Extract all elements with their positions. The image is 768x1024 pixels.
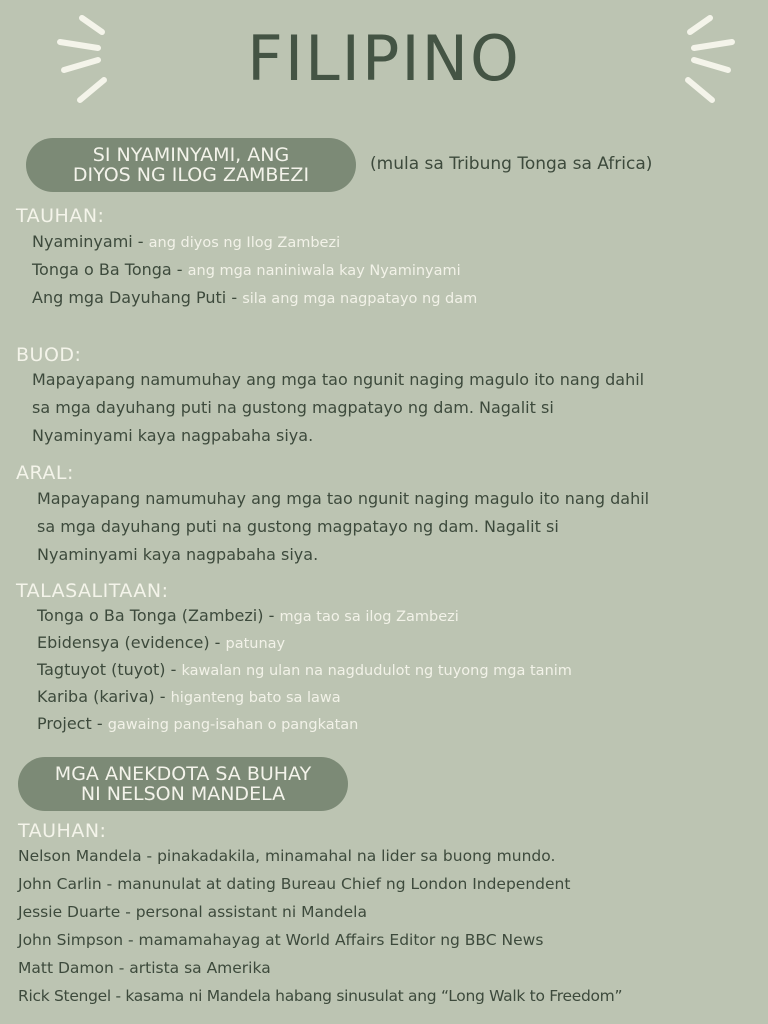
list-item: Ang mga Dayuhang Puti - sila ang mga nagpatayo ng dam [32, 288, 478, 307]
list-item: Tonga o Ba Tonga - ang mga naniniwala kay Nyaminyami [32, 260, 461, 279]
section2-title-pill [18, 757, 348, 811]
list-item: Nelson Mandela - pinakadakila, minamahal na lider sa buong mundo. [18, 847, 556, 865]
list-item: Kariba (kariva) - higanteng bato sa lawa [37, 687, 341, 706]
section2-title-line2: NI NELSON MANDELA [80, 783, 286, 805]
section2-title-line1: MGA ANEKDOTA SA BUHAY [54, 763, 312, 785]
list-item: John Carlin - manunulat at dating Bureau Chief ng London Independent [18, 875, 571, 893]
list-item: Rick Stengel - kasama ni Mandela habang sinusulat ang “Long Walk to Freedom” [18, 987, 623, 1005]
section1-tauhan-heading: TAUHAN: [16, 205, 105, 227]
list-item: Nyaminyami - ang diyos ng Ilog Zambezi [32, 232, 341, 251]
section1-buod-text: Mapayapang namumuhay ang mga tao ngunit naging magulo ito nang dahil sa mga dayuhang puti na gustong magpatayo ng dam. Nagalit si Nyaminyami kaya nagpabaha siya. [32, 370, 645, 445]
list-item: Jessie Duarte - personal assistant ni Mandela [18, 903, 367, 921]
section1-title-line2: DIYOS NG ILOG ZAMBEZI [72, 164, 310, 186]
section1-source: (mula sa Tribung Tonga sa Africa) [370, 154, 653, 174]
section1-tauhan-list [32, 232, 477, 316]
list-item: Tagtuyot (tuyot) - kawalan ng ulan na nagdudulot ng tuyong mga tanim [37, 660, 572, 679]
section2-tauhan-list [18, 847, 622, 1015]
section1-buod-heading: BUOD: [16, 344, 82, 366]
section1-talasalitaan-list [37, 606, 572, 741]
section1-aral-heading: ARAL: [16, 462, 74, 484]
section1-title-line1: SI NYAMINYAMI, ANG [92, 144, 290, 166]
section1-aral-text: Mapayapang namumuhay ang mga tao ngunit naging magulo ito nang dahil sa mga dayuhang puti na gustong magpatayo ng dam. Nagalit si Nyaminyami kaya nagpabaha siya. [37, 489, 650, 564]
section1-talasalitaan-heading: TALASALITAAN: [16, 580, 169, 602]
list-item: Tonga o Ba Tonga (Zambezi) - mga tao sa ilog Zambezi [37, 606, 459, 625]
list-item: Ebidensya (evidence) - patunay [37, 633, 286, 652]
section1-title-pill [26, 138, 356, 192]
page-title: FILIPINO [247, 22, 521, 95]
list-item: Project - gawaing pang-isahan o pangkatan [37, 714, 359, 733]
list-item: Matt Damon - artista sa Amerika [18, 959, 271, 977]
section2-tauhan-heading: TAUHAN: [18, 820, 107, 842]
list-item: John Simpson - mamamahayag at World Affairs Editor ng BBC News [18, 931, 544, 949]
